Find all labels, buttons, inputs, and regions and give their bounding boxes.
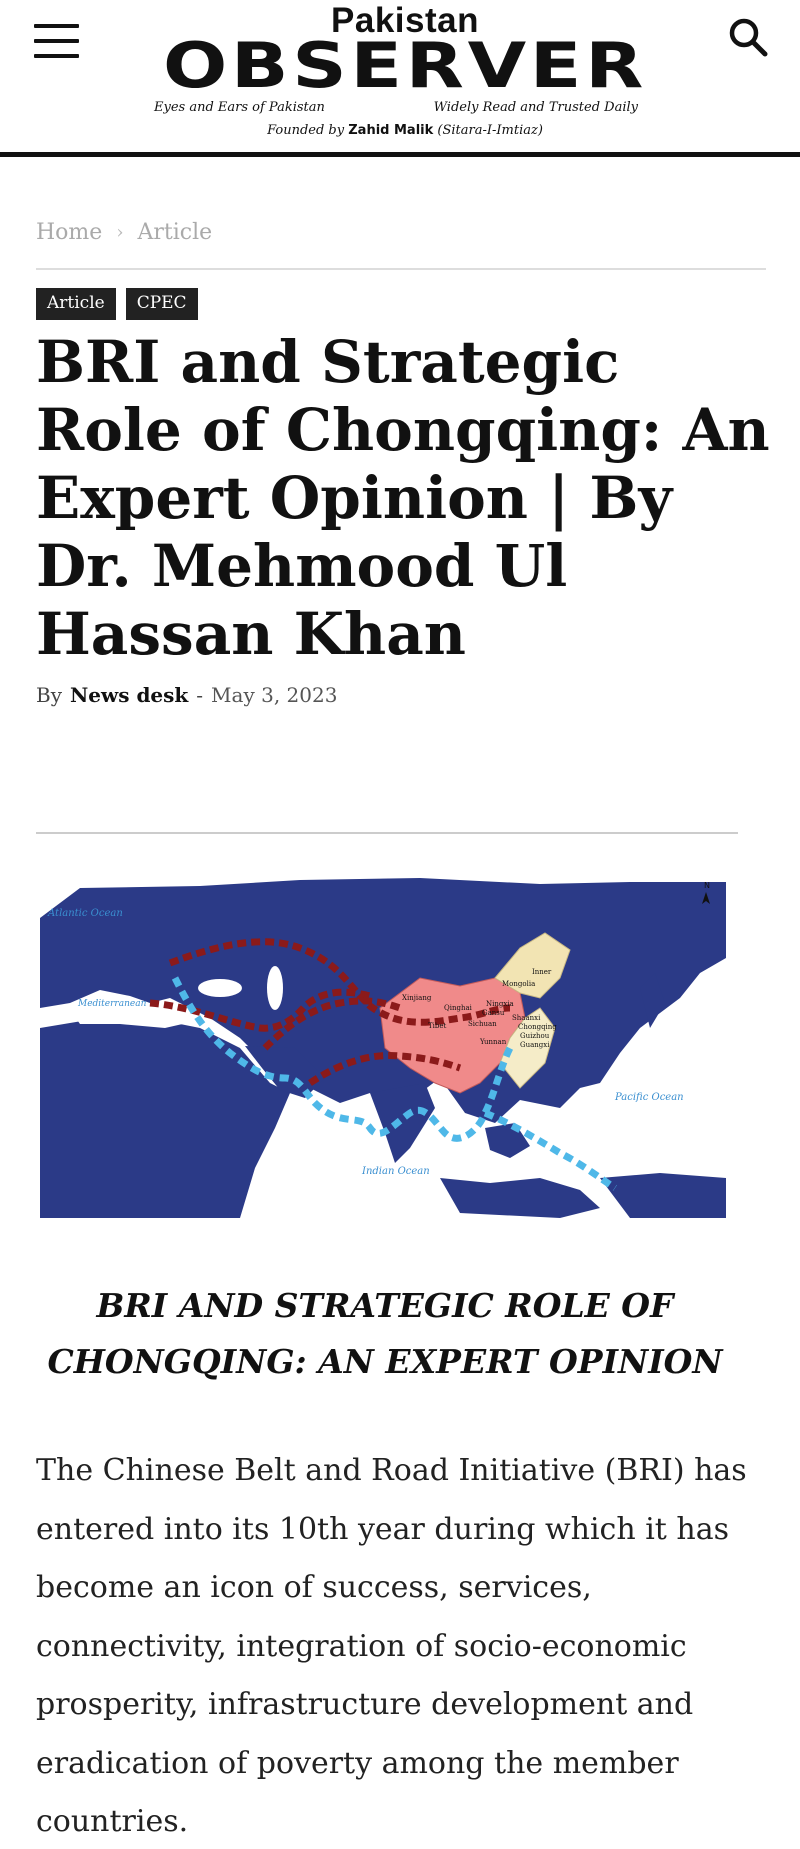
map-label-ningxia: Ningxia xyxy=(486,1000,514,1008)
map-label-indian: Indian Ocean xyxy=(362,1166,430,1177)
founded-prefix: Founded by xyxy=(267,123,345,138)
map-label-shaanxi: Shaanxi xyxy=(512,1014,541,1022)
map-label-atlantic: Atlantic Ocean xyxy=(48,908,123,919)
search-icon[interactable] xyxy=(726,16,774,64)
map-label-qinghai: Qinghai xyxy=(444,1004,472,1012)
meta-dash: - xyxy=(196,683,204,707)
article-meta xyxy=(36,683,337,707)
breadcrumb-separator: › xyxy=(116,222,124,243)
map-label-xinjiang: Xinjiang xyxy=(402,994,432,1002)
logo-founded xyxy=(150,123,660,138)
tag-article[interactable]: Article xyxy=(36,288,116,320)
map-north-label: N xyxy=(704,881,710,890)
breadcrumb xyxy=(36,220,212,245)
map-label-gansu: Gansu xyxy=(482,1009,505,1017)
map-label-mongolia: Mongolia xyxy=(502,980,536,988)
breadcrumb-current[interactable]: Article xyxy=(137,220,213,245)
map-label-yunnan: Yunnan xyxy=(480,1038,507,1046)
caspian-sea xyxy=(267,966,283,1010)
black-sea xyxy=(198,979,242,997)
hamburger-menu-icon[interactable] xyxy=(34,24,80,60)
map-label-guizhou: Guizhou xyxy=(520,1032,550,1040)
site-logo[interactable] xyxy=(150,2,660,144)
breadcrumb-home[interactable]: Home xyxy=(36,220,103,245)
category-tags xyxy=(36,288,198,320)
tagline-right: Widely Read and Trusted Daily xyxy=(433,100,638,115)
caption-line-2: CHONGQING: AN EXPERT OPINION xyxy=(47,1342,723,1381)
map-label-pacific: Pacific Ocean xyxy=(615,1092,684,1103)
map-label-sichuan: Sichuan xyxy=(468,1020,497,1028)
logo-taglines xyxy=(154,100,638,115)
founded-name: Zahid Malik xyxy=(348,123,434,138)
image-caption xyxy=(40,1278,730,1390)
author-link[interactable]: News desk xyxy=(70,683,189,707)
site-header xyxy=(0,0,800,157)
tagline-left: Eyes and Ears of Pakistan xyxy=(154,100,325,115)
article-body-paragraph: The Chinese Belt and Road Initiative (BRI) has entered into its 10th year during which it has become an icon of success, services, connectivity, integration of socio-economic prosperity, infrastructure development and eradication of poverty among the member countries. xyxy=(36,1453,747,1839)
map-label-inner: Inner xyxy=(532,968,552,976)
breadcrumb-divider xyxy=(36,268,766,270)
content-divider xyxy=(36,832,738,834)
publish-date: May 3, 2023 xyxy=(211,683,338,707)
logo-top-text: Pakistan xyxy=(331,1,479,40)
map-label-guangxi: Guangxi xyxy=(520,1041,550,1049)
founded-suffix: (Sitara-I-Imtiaz) xyxy=(437,123,543,138)
tag-cpec[interactable]: CPEC xyxy=(126,288,198,320)
caption-line-1: BRI AND STRATEGIC ROLE OF xyxy=(96,1286,674,1325)
map-label-tibet: Tibet xyxy=(428,1022,447,1030)
map-label-chongqing: Chongqing xyxy=(518,1023,557,1031)
by-label: By xyxy=(36,683,62,707)
article-title: BRI and Strategic Role of Chongqing: An Expert Opinion | By Dr. Mehmood Ul Hassan Khan xyxy=(36,328,770,668)
bri-route-map xyxy=(40,878,726,1218)
map-label-mediterranean: Mediterranean xyxy=(78,999,147,1009)
logo-main-text: OBSERVER xyxy=(162,29,648,102)
